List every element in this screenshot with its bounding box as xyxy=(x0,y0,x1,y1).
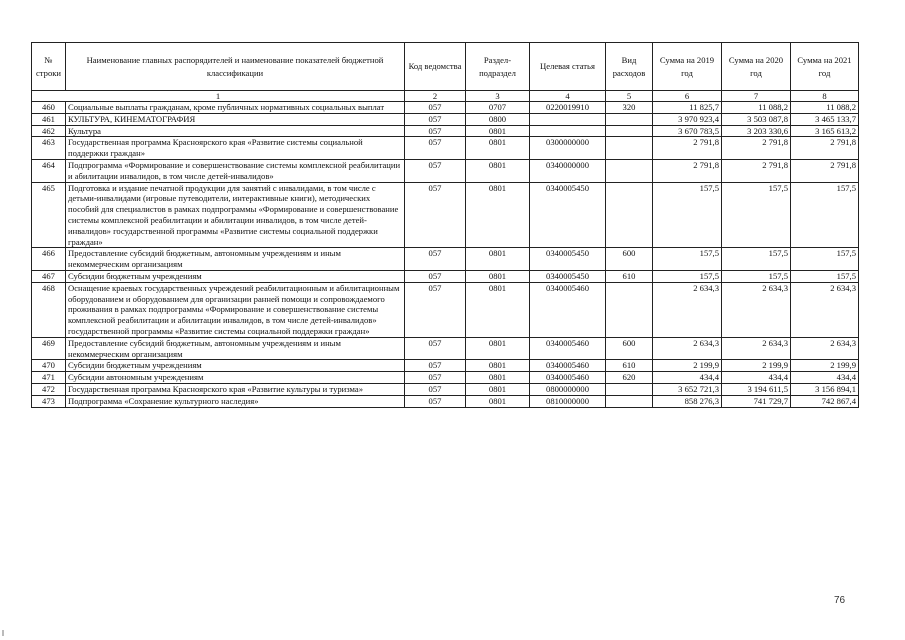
department-code: 057 xyxy=(405,248,466,271)
sum-2020: 157,5 xyxy=(722,182,791,248)
sum-2019: 157,5 xyxy=(653,182,722,248)
section-code: 0801 xyxy=(466,282,530,337)
section-code: 0801 xyxy=(466,125,530,137)
row-name: Оснащение краевых государственных учреждений реабилитационным и абилитационным оборудованием и оборудованием для организации ранней помощи и сопровождаемого проживания в рамках подпрограммы «Формирование и совершенствование системы комплексной реабилитации и абилитации инвалидов, в том числе детей-инвалидов» государственной программы «Развитие системы социальной поддержки граждан» xyxy=(66,282,405,337)
department-code: 057 xyxy=(405,383,466,395)
table-row xyxy=(32,270,859,282)
sum-2019: 434,4 xyxy=(653,372,722,384)
section-code: 0801 xyxy=(466,159,530,182)
row-number: 469 xyxy=(32,337,66,360)
row-number: 465 xyxy=(32,182,66,248)
sum-2020: 3 194 611,5 xyxy=(722,383,791,395)
target-article xyxy=(530,113,606,125)
budget-table xyxy=(31,42,859,408)
sum-2020: 157,5 xyxy=(722,270,791,282)
table-row xyxy=(32,137,859,160)
sum-2019: 11 825,7 xyxy=(653,102,722,114)
department-code: 057 xyxy=(405,125,466,137)
department-code: 057 xyxy=(405,337,466,360)
expense-type xyxy=(606,182,653,248)
table-row xyxy=(32,395,859,407)
row-number: 467 xyxy=(32,270,66,282)
header-target-article: Целевая статья xyxy=(530,43,606,91)
table-row xyxy=(32,248,859,271)
department-code: 057 xyxy=(405,270,466,282)
sum-2021: 434,4 xyxy=(791,372,859,384)
sum-2020: 741 729,7 xyxy=(722,395,791,407)
row-name: Предоставление субсидий бюджетным, автономным учреждениям и иным некоммерческим организациям xyxy=(66,337,405,360)
sum-2021: 157,5 xyxy=(791,270,859,282)
department-code: 057 xyxy=(405,102,466,114)
section-code: 0801 xyxy=(466,182,530,248)
row-name: Подпрограмма «Сохранение культурного наследия» xyxy=(66,395,405,407)
table-row xyxy=(32,113,859,125)
sum-2021: 11 088,2 xyxy=(791,102,859,114)
table-body xyxy=(32,102,859,408)
expense-type: 610 xyxy=(606,360,653,372)
sum-2019: 3 670 783,5 xyxy=(653,125,722,137)
sum-2020: 3 503 087,8 xyxy=(722,113,791,125)
header-sum-2020: Сумма на 2020 год xyxy=(722,43,791,91)
row-number: 463 xyxy=(32,137,66,160)
header-section: Раздел-подраздел xyxy=(466,43,530,91)
target-article: 0340005450 xyxy=(530,270,606,282)
column-number: 4 xyxy=(530,91,606,102)
sum-2021: 2 634,3 xyxy=(791,337,859,360)
department-code: 057 xyxy=(405,159,466,182)
section-code: 0801 xyxy=(466,395,530,407)
target-article: 0340005450 xyxy=(530,182,606,248)
sum-2021: 2 199,9 xyxy=(791,360,859,372)
row-number: 471 xyxy=(32,372,66,384)
target-article: 0300000000 xyxy=(530,137,606,160)
department-code: 057 xyxy=(405,372,466,384)
section-code: 0801 xyxy=(466,248,530,271)
row-name: Культура xyxy=(66,125,405,137)
section-code: 0801 xyxy=(466,360,530,372)
section-code: 0801 xyxy=(466,383,530,395)
row-number: 472 xyxy=(32,383,66,395)
table-row xyxy=(32,125,859,137)
column-number: 2 xyxy=(405,91,466,102)
expense-type xyxy=(606,113,653,125)
header-sum-2021: Сумма на 2021 год xyxy=(791,43,859,91)
section-code: 0800 xyxy=(466,113,530,125)
row-number: 468 xyxy=(32,282,66,337)
sum-2020: 3 203 330,6 xyxy=(722,125,791,137)
row-number: 470 xyxy=(32,360,66,372)
row-name: Субсидии автономным учреждениям xyxy=(66,372,405,384)
department-code: 057 xyxy=(405,395,466,407)
expense-type xyxy=(606,282,653,337)
sum-2020: 434,4 xyxy=(722,372,791,384)
sum-2020: 2 791,8 xyxy=(722,159,791,182)
row-number: 460 xyxy=(32,102,66,114)
sum-2019: 2 791,8 xyxy=(653,159,722,182)
sum-2021: 2 791,8 xyxy=(791,159,859,182)
section-code: 0801 xyxy=(466,372,530,384)
row-name: Подпрограмма «Формирование и совершенствование системы комплексной реабилитации и абилитации инвалидов, в том числе детей-инвалидов» xyxy=(66,159,405,182)
sum-2021: 2 634,3 xyxy=(791,282,859,337)
table-row xyxy=(32,102,859,114)
header-name: Наименование главных распорядителей и наименование показателей бюджетной классификации xyxy=(66,43,405,91)
sum-2020: 2 634,3 xyxy=(722,282,791,337)
department-code: 057 xyxy=(405,182,466,248)
expense-type: 610 xyxy=(606,270,653,282)
sum-2020: 11 088,2 xyxy=(722,102,791,114)
column-number: 7 xyxy=(722,91,791,102)
row-number: 464 xyxy=(32,159,66,182)
table-row xyxy=(32,383,859,395)
sum-2021: 3 165 613,2 xyxy=(791,125,859,137)
row-name: Подготовка и издание печатной продукции для занятий с инвалидами, в том числе с детьми-инвалидами (игровые путеводители, интерактивные книги), методических пособий для специалистов в рамках подпрограммы «Формирование и совершенствование системы комплексной реабилитации и абилитации инвалидов, в том числе детей-инвалидов» государственной программы «Развитие системы социальной поддержки граждан» xyxy=(66,182,405,248)
target-article: 0340005450 xyxy=(530,248,606,271)
sum-2019: 2 634,3 xyxy=(653,282,722,337)
sum-2019: 3 970 923,4 xyxy=(653,113,722,125)
sum-2021: 3 465 133,7 xyxy=(791,113,859,125)
table-row xyxy=(32,337,859,360)
sum-2019: 157,5 xyxy=(653,248,722,271)
sum-2021: 2 791,8 xyxy=(791,137,859,160)
section-code: 0801 xyxy=(466,337,530,360)
column-number: 5 xyxy=(606,91,653,102)
row-number: 461 xyxy=(32,113,66,125)
column-number: 8 xyxy=(791,91,859,102)
target-article: 0340005460 xyxy=(530,360,606,372)
expense-type xyxy=(606,125,653,137)
table-row xyxy=(32,372,859,384)
table-row xyxy=(32,360,859,372)
sum-2019: 2 634,3 xyxy=(653,337,722,360)
sum-2020: 157,5 xyxy=(722,248,791,271)
row-name: Социальные выплаты гражданам, кроме публичных нормативных социальных выплат xyxy=(66,102,405,114)
expense-type: 320 xyxy=(606,102,653,114)
row-name: Субсидии бюджетным учреждениям xyxy=(66,360,405,372)
row-name: Государственная программа Красноярского края «Развитие культуры и туризма» xyxy=(66,383,405,395)
target-article: 0340005460 xyxy=(530,337,606,360)
target-article: 0220019910 xyxy=(530,102,606,114)
header-row xyxy=(32,43,859,91)
expense-type: 600 xyxy=(606,337,653,360)
sum-2019: 858 276,3 xyxy=(653,395,722,407)
sum-2020: 2 634,3 xyxy=(722,337,791,360)
row-name: КУЛЬТУРА, КИНЕМАТОГРАФИЯ xyxy=(66,113,405,125)
sum-2021: 742 867,4 xyxy=(791,395,859,407)
department-code: 057 xyxy=(405,137,466,160)
table-row xyxy=(32,282,859,337)
sum-2021: 157,5 xyxy=(791,248,859,271)
header-row-number: № строки xyxy=(32,43,66,91)
department-code: 057 xyxy=(405,282,466,337)
section-code: 0801 xyxy=(466,137,530,160)
row-number: 462 xyxy=(32,125,66,137)
row-number: 473 xyxy=(32,395,66,407)
sum-2020: 2 791,8 xyxy=(722,137,791,160)
sum-2019: 157,5 xyxy=(653,270,722,282)
table-row xyxy=(32,159,859,182)
target-article: 0340005460 xyxy=(530,372,606,384)
row-name: Предоставление субсидий бюджетным, автономным учреждениям и иным некоммерческим организациям xyxy=(66,248,405,271)
department-code: 057 xyxy=(405,360,466,372)
expense-type xyxy=(606,395,653,407)
row-number: 466 xyxy=(32,248,66,271)
header-department-code: Код ведомства xyxy=(405,43,466,91)
target-article: 0340000000 xyxy=(530,159,606,182)
department-code: 057 xyxy=(405,113,466,125)
row-name: Государственная программа Красноярского края «Развитие системы социальной поддержки граждан» xyxy=(66,137,405,160)
sum-2020: 2 199,9 xyxy=(722,360,791,372)
sum-2019: 2 791,8 xyxy=(653,137,722,160)
expense-type xyxy=(606,159,653,182)
expense-type xyxy=(606,383,653,395)
target-article: 0800000000 xyxy=(530,383,606,395)
column-number: 3 xyxy=(466,91,530,102)
section-code: 0707 xyxy=(466,102,530,114)
expense-type: 600 xyxy=(606,248,653,271)
sum-2021: 157,5 xyxy=(791,182,859,248)
expense-type: 620 xyxy=(606,372,653,384)
table-row xyxy=(32,182,859,248)
expense-type xyxy=(606,137,653,160)
column-number-row xyxy=(32,91,859,102)
page-number: 76 xyxy=(834,595,846,606)
sum-2019: 2 199,9 xyxy=(653,360,722,372)
sum-2019: 3 652 721,3 xyxy=(653,383,722,395)
sum-2021: 3 156 894,1 xyxy=(791,383,859,395)
header-sum-2019: Сумма на 2019 год xyxy=(653,43,722,91)
target-article xyxy=(530,125,606,137)
column-number: 6 xyxy=(653,91,722,102)
header-expense-type: Вид расходов xyxy=(606,43,653,91)
target-article: 0810000000 xyxy=(530,395,606,407)
target-article: 0340005460 xyxy=(530,282,606,337)
column-number: 1 xyxy=(32,91,405,102)
section-code: 0801 xyxy=(466,270,530,282)
scan-mark xyxy=(2,630,4,636)
row-name: Субсидии бюджетным учреждениям xyxy=(66,270,405,282)
